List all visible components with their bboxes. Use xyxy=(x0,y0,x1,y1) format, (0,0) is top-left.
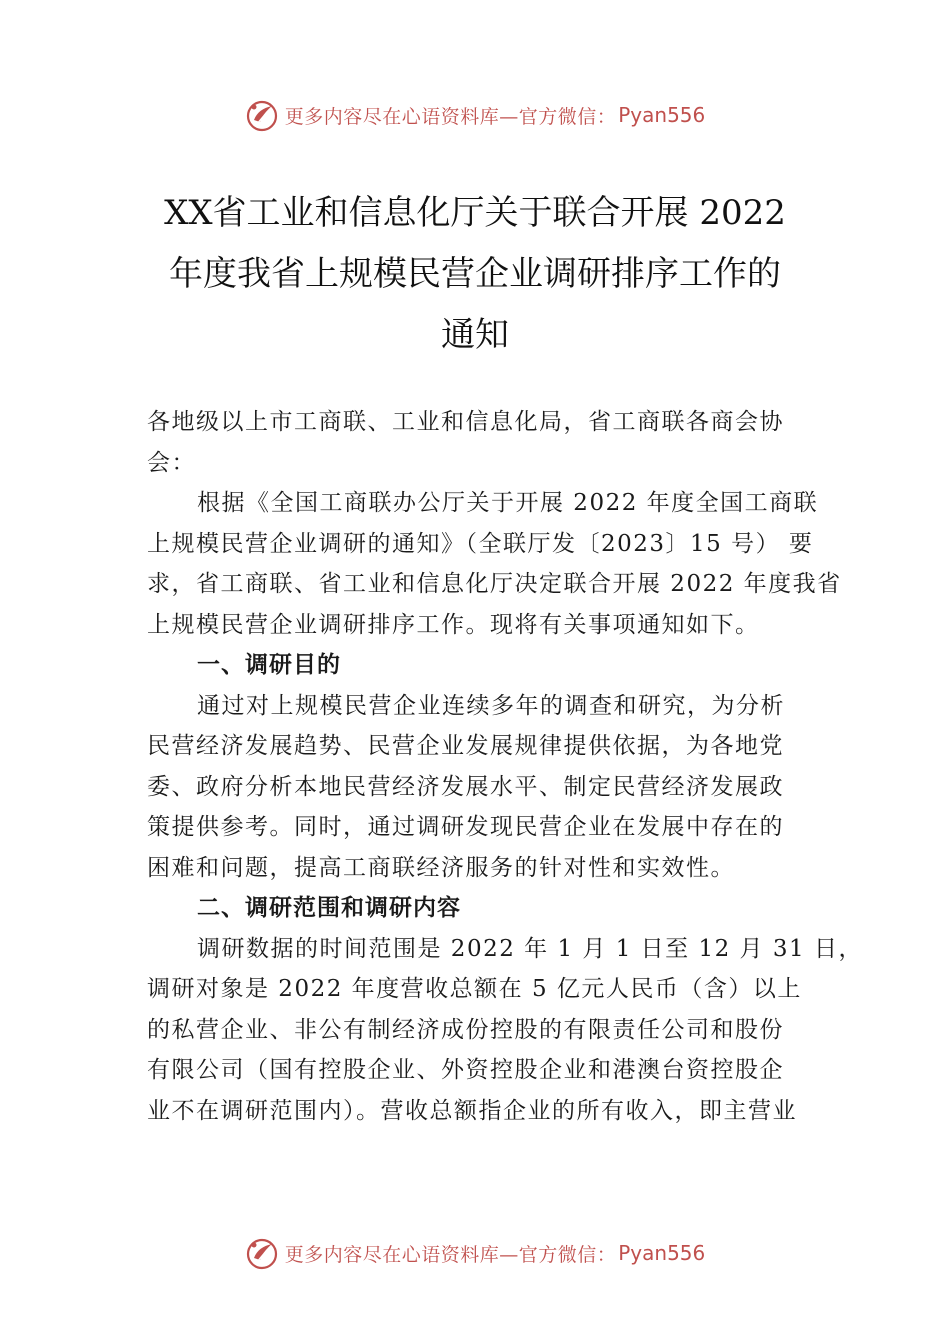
text-line: 通过对上规模民营企业连续多年的调查和研究，为分析 xyxy=(197,692,785,719)
text-line: 上规模民营企业调研排序工作。现将有关事项通知如下。 xyxy=(147,611,760,638)
banner-wechat-id: Pyan556 xyxy=(618,103,706,127)
brand-logo-icon xyxy=(245,98,279,132)
section-heading: 二、调研范围和调研内容 xyxy=(197,895,461,921)
recipient-paragraph xyxy=(147,402,837,483)
title-line: XX省工业和信息化厅关于联合开展 2022 xyxy=(164,193,786,233)
text-line: 调研数据的时间范围是 2022 年 1 月 1 日至 12 月 31 日， xyxy=(197,935,863,962)
text-line: 策提供参考。同时，通过调研发现民营企业在发展中存在的 xyxy=(147,814,784,840)
title-line: 年度我省上规模民营企业调研排序工作的 xyxy=(169,254,781,294)
footer-banner xyxy=(0,1231,950,1275)
text-line: 求，省工商联、省工业和信息化厅决定联合开展 2022 年度我省 xyxy=(147,571,842,597)
banner-wechat-id: Pyan556 xyxy=(618,1241,706,1265)
text-line: 会： xyxy=(147,449,196,476)
section1-paragraph xyxy=(147,686,837,889)
text-line: 委、政府分析本地民营经济发展水平、制定民营经济发展政 xyxy=(147,773,784,800)
document-title xyxy=(140,183,810,366)
header-banner xyxy=(0,93,950,137)
text-line: 的私营企业、非公有制经济成份控股的有限责任公司和股份 xyxy=(147,1016,784,1043)
banner-text: 更多内容尽在心语资料库—官方微信： xyxy=(284,105,617,128)
text-line: 各地级以上市工商联、工业和信息化局，省工商联各商会协 xyxy=(147,409,784,435)
document-body xyxy=(147,402,863,1131)
text-line: 有限公司（国有控股企业、外资控股企业和港澳台资控股企 xyxy=(147,1057,784,1083)
title-line: 通知 xyxy=(441,315,509,355)
section-heading: 一、调研目的 xyxy=(197,652,341,678)
text-line: 根据《全国工商联办公厅关于开展 2022 年度全国工商联 xyxy=(197,490,819,516)
text-line: 调研对象是 2022 年度营收总额在 5 亿元人民币（含）以上 xyxy=(147,976,802,1002)
text-line: 民营经济发展趋势、民营企业发展规律提供依据，为各地党 xyxy=(147,733,784,759)
text-line: 困难和问题，提高工商联经济服务的针对性和实效性。 xyxy=(147,854,735,881)
text-line: 业不在调研范围内）。营收总额指企业的所有收入，即主营业 xyxy=(147,1097,797,1124)
text-line: 上规模民营企业调研的通知》（全联厅发〔2023〕15 号） 要 xyxy=(147,530,814,557)
intro-paragraph xyxy=(147,483,842,645)
brand-logo-icon xyxy=(245,1236,279,1270)
section2-paragraph xyxy=(147,929,863,1132)
banner-text: 更多内容尽在心语资料库—官方微信： xyxy=(284,1243,617,1266)
